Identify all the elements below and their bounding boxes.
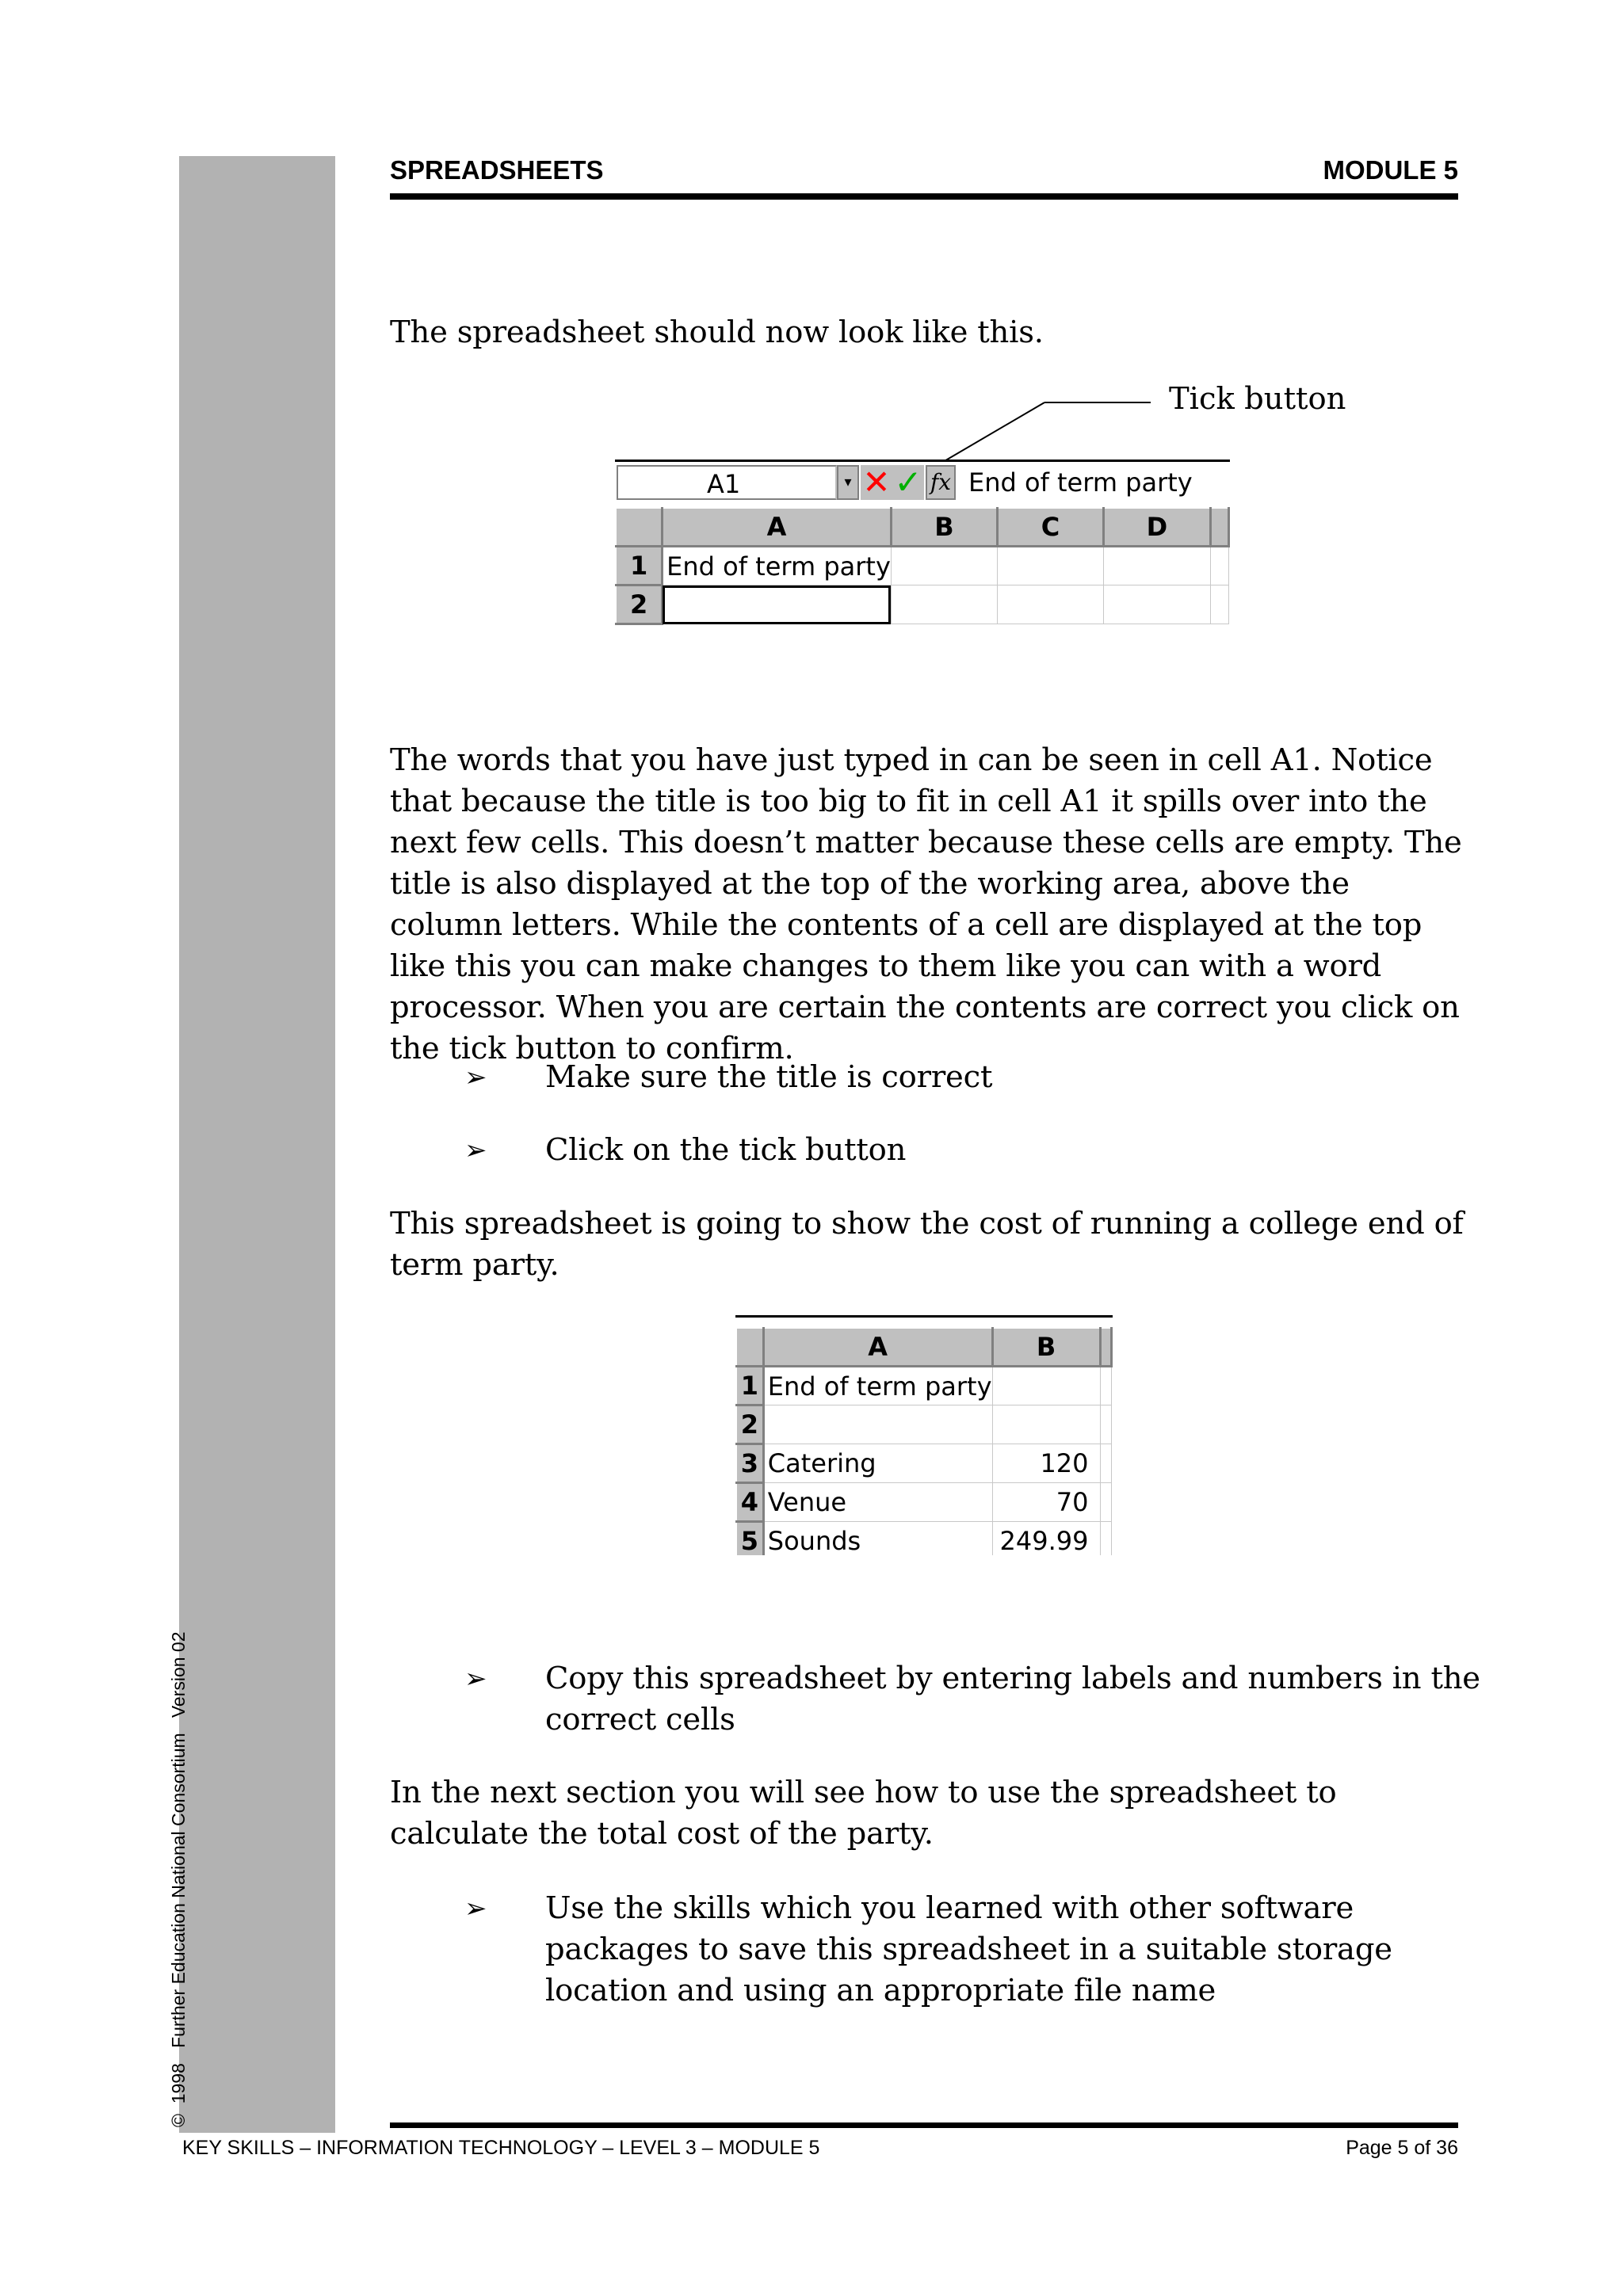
instruction-click-tick: Click on the tick button [545, 1132, 907, 1168]
cell-a4[interactable]: Venue [763, 1483, 992, 1522]
name-box[interactable]: A1 [617, 465, 837, 500]
row-header-1[interactable]: 1 [616, 547, 663, 585]
header-module: MODULE 5 [1323, 155, 1458, 185]
page-number: Page 5 of 36 [1346, 2137, 1458, 2159]
cell-a5[interactable]: Sounds [763, 1522, 992, 1556]
cell-a1[interactable]: End of term party [663, 547, 892, 585]
spreadsheet-figure-1 [615, 460, 1230, 631]
cell-c1[interactable] [1100, 1367, 1111, 1405]
cost-intro-paragraph: This spreadsheet is going to show the cost of running a college end of term party. [390, 1206, 1464, 1283]
row-header-2[interactable]: 2 [736, 1405, 763, 1444]
bullet-arrow-icon: ➢ [464, 1893, 487, 1924]
instruction-copy-spreadsheet: Copy this spreadsheet by entering labels and numbers in the correct cells [545, 1661, 1480, 1737]
column-header-e[interactable] [1210, 508, 1228, 547]
tick-icon[interactable]: ✓ [892, 465, 924, 500]
formula-content[interactable]: End of term party [968, 467, 1193, 498]
spreadsheet-figure-2 [735, 1315, 1113, 1555]
cell-b2[interactable] [992, 1405, 1100, 1444]
cell-c2[interactable] [1100, 1405, 1111, 1444]
column-header-d[interactable]: D [1104, 508, 1211, 547]
tick-button-callout: Tick button [1169, 381, 1346, 417]
bullet-arrow-icon: ➢ [464, 1062, 487, 1093]
cell-b4[interactable]: 70 [992, 1483, 1100, 1522]
next-section-paragraph: In the next section you will see how to use the spreadsheet to calculate the total cost of the party. [390, 1775, 1337, 1852]
column-header-c[interactable]: C [998, 508, 1104, 547]
column-header-a[interactable]: A [763, 1328, 992, 1367]
instruction-title-check: Make sure the title is correct [545, 1059, 993, 1095]
cell-a3[interactable]: Catering [763, 1444, 992, 1483]
row-header-3[interactable]: 3 [736, 1444, 763, 1483]
cell-c5[interactable] [1100, 1522, 1111, 1556]
cell-b1[interactable] [891, 547, 997, 585]
cell-c4[interactable] [1100, 1483, 1111, 1522]
instruction-save-file: Use the skills which you learned with other software packages to save this spreadsheet in a suitable storage location and using an appropriate file name [545, 1890, 1392, 2008]
cell-grid [615, 507, 1230, 625]
cell-c2[interactable] [998, 585, 1104, 624]
footer-rule [390, 2122, 1458, 2128]
footer-course-title: KEY SKILLS – INFORMATION TECHNOLOGY – LEVEL 3 – MODULE 5 [182, 2137, 820, 2159]
cell-e2[interactable] [1210, 585, 1228, 624]
cell-b1[interactable] [992, 1367, 1100, 1405]
column-header-b[interactable]: B [891, 508, 997, 547]
header-section-title: SPREADSHEETS [390, 155, 604, 185]
cell-a2[interactable] [763, 1405, 992, 1444]
chevron-down-icon[interactable]: ▾ [837, 465, 859, 500]
cell-b5[interactable]: 249.99 [992, 1522, 1100, 1556]
cell-c1[interactable] [998, 547, 1104, 585]
cancel-icon[interactable]: ✕ [861, 465, 892, 500]
cell-d1[interactable] [1104, 547, 1211, 585]
row-header-2[interactable]: 2 [616, 585, 663, 624]
row-header-1[interactable]: 1 [736, 1367, 763, 1405]
cell-b3[interactable]: 120 [992, 1444, 1100, 1483]
column-header-c[interactable] [1100, 1328, 1111, 1367]
cell-e1[interactable] [1210, 547, 1228, 585]
cell-c3[interactable] [1100, 1444, 1111, 1483]
function-icon[interactable]: fx [926, 465, 956, 500]
row-header-5[interactable]: 5 [736, 1522, 763, 1556]
row-header-4[interactable]: 4 [736, 1483, 763, 1522]
cell-grid [735, 1327, 1113, 1555]
cell-b2[interactable] [891, 585, 997, 624]
bullet-arrow-icon: ➢ [464, 1135, 487, 1166]
formula-bar [615, 460, 1230, 506]
column-header-b[interactable]: B [992, 1328, 1100, 1367]
cell-a2[interactable] [663, 585, 892, 624]
copyright-notice: © 1998 Further Education National Consortium Version 02 [168, 1631, 189, 2127]
explanation-paragraph: The words that you have just typed in can be seen in cell A1. Notice that because the title is too big to fit in cell A1 it spills over into the next few cells. This doesn’t matter because these cells are empty. The title is also displayed at the top of the working area, above the column letters. While the contents of a cell are displayed at the top like this you can make changes to them like you can with a word processor. When you are certain the contents are correct you click on the tick button to confirm. [390, 742, 1462, 1066]
column-header-a[interactable]: A [663, 508, 892, 547]
bullet-arrow-icon: ➢ [464, 1663, 487, 1695]
cell-a1[interactable]: End of term party [763, 1367, 992, 1405]
select-all-corner[interactable] [616, 508, 663, 547]
select-all-corner[interactable] [736, 1328, 763, 1367]
cell-d2[interactable] [1104, 585, 1211, 624]
intro-text: The spreadsheet should now look like this. [390, 315, 1044, 350]
